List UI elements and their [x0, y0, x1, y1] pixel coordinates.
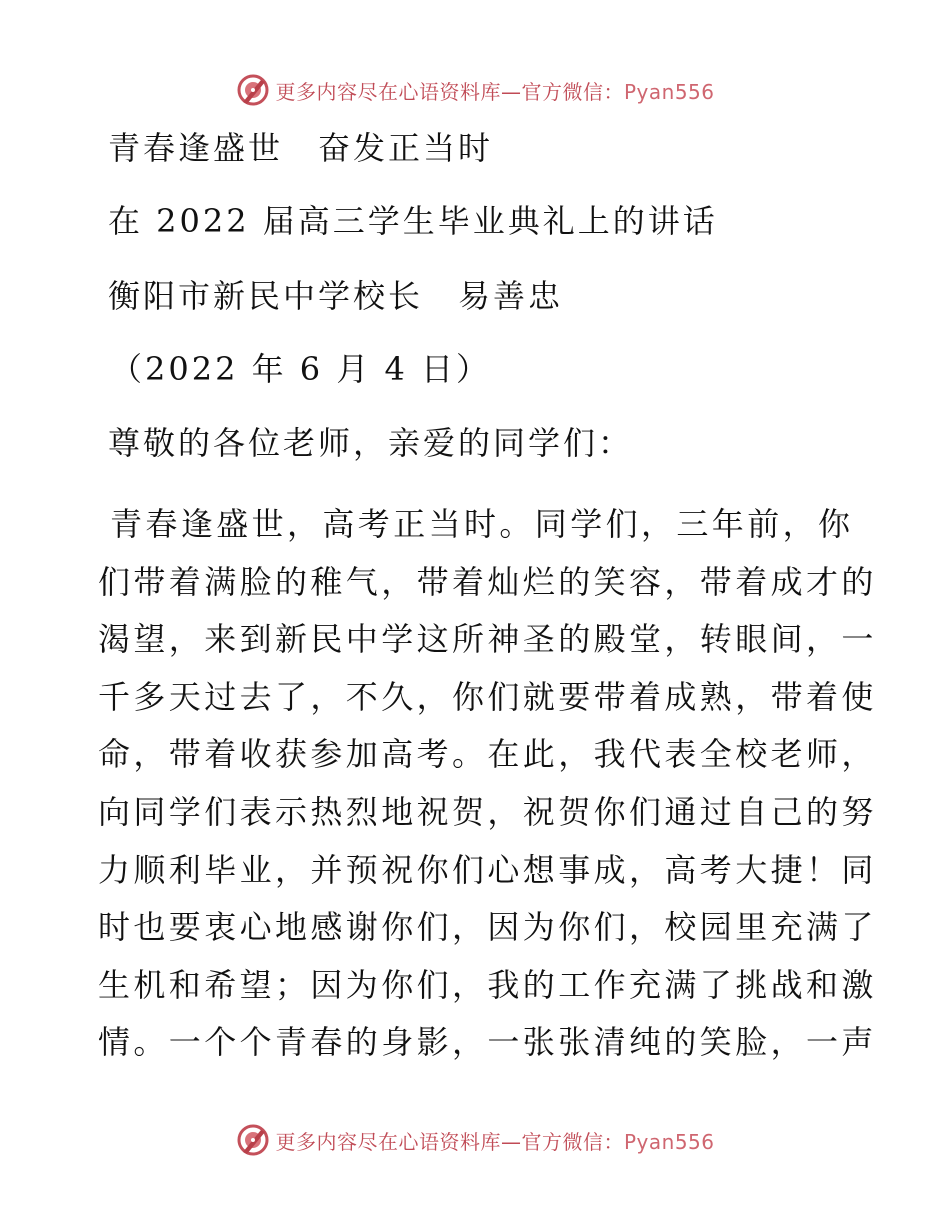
watermark-header — [0, 70, 950, 110]
greeting-line: 尊敬的各位老师，亲爱的同学们： — [108, 424, 634, 462]
body-line: 时也要衷心地感谢你们，因为你们，校园里充满了 — [98, 908, 877, 947]
document-title: 青春逢盛世 奋发正当时 — [108, 129, 494, 167]
body-line: 情。一个个青春的身影，一张张清纯的笑脸，一声 — [98, 1023, 877, 1062]
body-line: 命，带着收获参加高考。在此，我代表全校老师， — [98, 735, 877, 774]
body-line: 千多天过去了，不久，你们就要带着成熟，带着使 — [98, 677, 877, 716]
watermark-cn: 更多内容尽在心语资料库—官方微信： — [275, 79, 624, 104]
watermark-handle: Pyan556 — [623, 1129, 715, 1154]
body-line: 力顺利毕业，并预祝你们心想事成，高考大捷！同 — [98, 850, 877, 889]
author-line: 衡阳市新民中学校长 易善忠 — [108, 277, 564, 315]
watermark-footer — [0, 1120, 950, 1160]
body-line: 渴望，来到新民中学这所神圣的殿堂，转眼间，一 — [98, 620, 877, 659]
body-line: 们带着满脸的稚气，带着灿烂的笑容，带着成才的 — [98, 562, 877, 601]
watermark-handle: Pyan556 — [623, 79, 715, 104]
body-paragraph — [98, 496, 877, 1072]
watermark-text — [275, 76, 714, 105]
date-line: （2022 年 6 月 4 日） — [110, 350, 492, 388]
body-line: 生机和希望；因为你们，我的工作充满了挑战和激 — [98, 965, 877, 1004]
body-line: 向同学们表示热烈地祝贺，祝贺你们通过自己的努 — [98, 792, 877, 831]
document-subtitle: 在 2022 届高三学生毕业典礼上的讲话 — [108, 202, 718, 240]
watermark-text — [275, 1126, 714, 1155]
pen-logo-icon — [235, 1122, 271, 1158]
body-line: 青春逢盛世，高考正当时。同学们，三年前，你 — [110, 505, 854, 543]
pen-logo-icon — [235, 72, 271, 108]
watermark-cn: 更多内容尽在心语资料库—官方微信： — [275, 1129, 624, 1154]
